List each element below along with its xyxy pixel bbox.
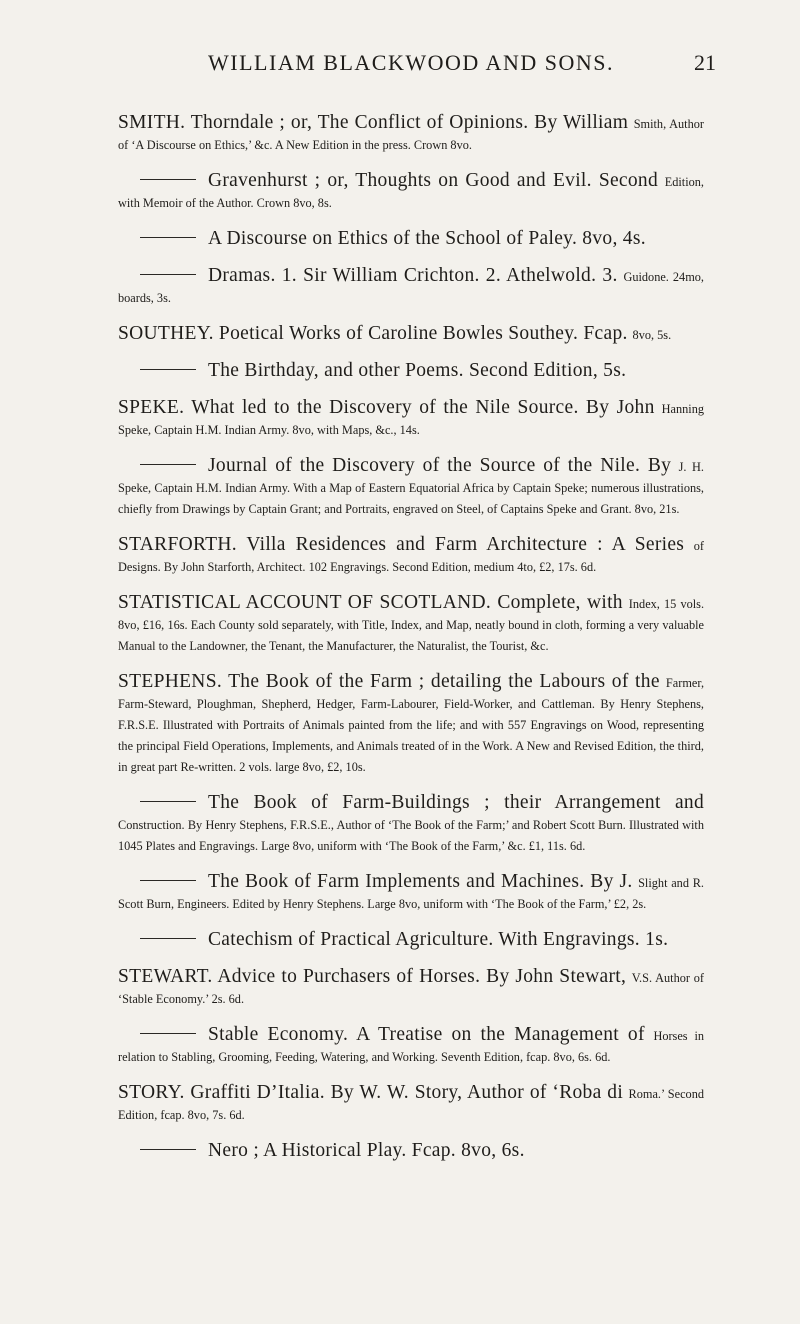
catalogue-entry [118, 1140, 704, 1161]
entry-detail: Farmer, Farm-Steward, Ploughman, Shepherd, Hedger, Farm-Labourer, Field-Worker, and Cattleman. By Henry Stephens, F.R.S.E. Illustrated with Portraits of Animals painted from the life; and with 557 Engravings on Wood, representing the principal Field Operations, Implements, and Animals treated of in the Work. A New and Revised Edition, the third, in great part Re-written. 2 vols. large 8vo, £2, 10s. [118, 676, 705, 774]
entry-title: A Discourse on Ethics of the School of Paley. 8vo, 4s. [208, 228, 646, 249]
entry-title: SOUTHEY. Poetical Works of Caroline Bowles Southey. Fcap. [118, 323, 628, 344]
catalogue-entry [118, 323, 704, 344]
entry-detail: Smith, Author of ‘A Discourse on Ethics,’ &c. A New Edition in the press. Crown 8vo. [118, 117, 704, 152]
entry-title: The Book of Farm-Buildings ; their Arrangement and [208, 792, 704, 813]
entry-title: STORY. Graffiti D’Italia. By W. W. Story, Author of ‘Roba di [118, 1082, 624, 1103]
catalogue-entry [118, 871, 704, 913]
page-number: 21 [694, 50, 716, 75]
entry-title: SMITH. Thorndale ; or, The Conflict of Opinions. By William [118, 112, 629, 133]
entry-detail: Roma.’ Second Edition, fcap. 8vo, 7s. 6d. [118, 1087, 705, 1122]
running-header [118, 50, 716, 80]
catalogue-entry [118, 265, 704, 307]
entry-title: STATISTICAL ACCOUNT OF SCOTLAND. Complete, with [118, 592, 623, 613]
entry-detail: Construction. By Henry Stephens, F.R.S.E., Author of ‘The Book of the Farm;’ and Robert Scott Burn. Illustrated with 1045 Plates and Engravings. Large 8vo, uniform with ‘The Book of the Farm,’ &c. £1, 11s. 6d. [118, 818, 704, 853]
entry-title: STEPHENS. The Book of the Farm ; detailing the Labours of the [118, 671, 660, 692]
ditto-rule [140, 274, 196, 275]
entry-detail: Slight and R. Scott Burn, Engineers. Edited by Henry Stephens. Large 8vo, uniform with ‘The Book of the Farm,’ £2, 2s. [118, 876, 704, 911]
ditto-rule [140, 179, 196, 180]
catalogue-entries [118, 112, 704, 1177]
catalogue-entry [118, 228, 704, 249]
catalogue-entry [118, 455, 704, 518]
catalogue-entry [118, 671, 704, 776]
entry-title: Journal of the Discovery of the Source of the Nile. By [208, 455, 672, 476]
catalogue-entry [118, 1082, 704, 1124]
catalogue-entry [118, 792, 704, 855]
ditto-rule [140, 237, 196, 238]
entry-title: The Book of Farm Implements and Machines. By J. [208, 871, 633, 892]
entry-detail: J. H. Speke, Captain H.M. Indian Army. With a Map of Eastern Equatorial Africa by Captain Speke; numerous illustrations, chiefly from Drawings by Captain Grant; and Portraits, engraved on Steel, of Captains Speke and Grant. 8vo, 21s. [118, 460, 704, 516]
entry-title: The Birthday, and other Poems. Second Edition, 5s. [208, 360, 627, 381]
catalogue-entry [118, 929, 704, 950]
entry-detail: of Designs. By John Starforth, Architect. 102 Engravings. Second Edition, medium 4to, £2, 17s. 6d. [118, 539, 705, 574]
catalogue-entry [118, 592, 704, 655]
entry-detail: Hanning Speke, Captain H.M. Indian Army. 8vo, with Maps, &c., 14s. [118, 402, 705, 437]
ditto-rule [140, 1033, 196, 1034]
catalogue-entry [118, 966, 704, 1008]
entry-detail: Horses in relation to Stabling, Grooming, Feeding, Watering, and Working. Seventh Edition, fcap. 8vo, 6s. 6d. [118, 1029, 705, 1064]
ditto-rule [140, 938, 196, 939]
entry-title: STEWART. Advice to Purchasers of Horses. By John Stewart, [118, 966, 627, 987]
ditto-rule [140, 801, 196, 802]
entry-title: Gravenhurst ; or, Thoughts on Good and Evil. Second [208, 170, 659, 191]
catalogue-entry [118, 112, 704, 154]
entry-title: Catechism of Practical Agriculture. With Engravings. 1s. [208, 929, 669, 950]
entry-title: Stable Economy. A Treatise on the Management of [208, 1024, 645, 1045]
entry-detail: Index, 15 vols. 8vo, £16, 16s. Each County sold separately, with Title, Index, and Map, neatly bound in cloth, forming a very valuable Manual to the Landowner, the Tenant, the Manufacturer, the Naturalist, the Tourist, &c. [118, 597, 705, 653]
entry-title: STARFORTH. Villa Residences and Farm Architecture : A Series [118, 534, 685, 555]
catalogue-entry [118, 170, 704, 212]
entry-detail: Edition, with Memoir of the Author. Crown 8vo, 8s. [118, 175, 704, 210]
entry-title: SPEKE. What led to the Discovery of the Nile Source. By John [118, 397, 655, 418]
entry-detail: Guidone. 24mo, boards, 3s. [118, 270, 704, 305]
ditto-rule [140, 369, 196, 370]
entry-title: Nero ; A Historical Play. Fcap. 8vo, 6s. [208, 1140, 525, 1161]
running-title: WILLIAM BLACKWOOD AND SONS. [208, 50, 614, 75]
catalogue-entry [118, 397, 704, 439]
entry-detail: V.S. Author of ‘Stable Economy.’ 2s. 6d. [118, 971, 704, 1006]
catalogue-entry [118, 534, 704, 576]
catalogue-entry [118, 1024, 704, 1066]
ditto-rule [140, 880, 196, 881]
entry-detail: 8vo, 5s. [632, 328, 672, 342]
ditto-rule [140, 464, 196, 465]
catalogue-entry [118, 360, 704, 381]
ditto-rule [140, 1149, 196, 1150]
entry-title: Dramas. 1. Sir William Crichton. 2. Athelwold. 3. [208, 265, 618, 286]
